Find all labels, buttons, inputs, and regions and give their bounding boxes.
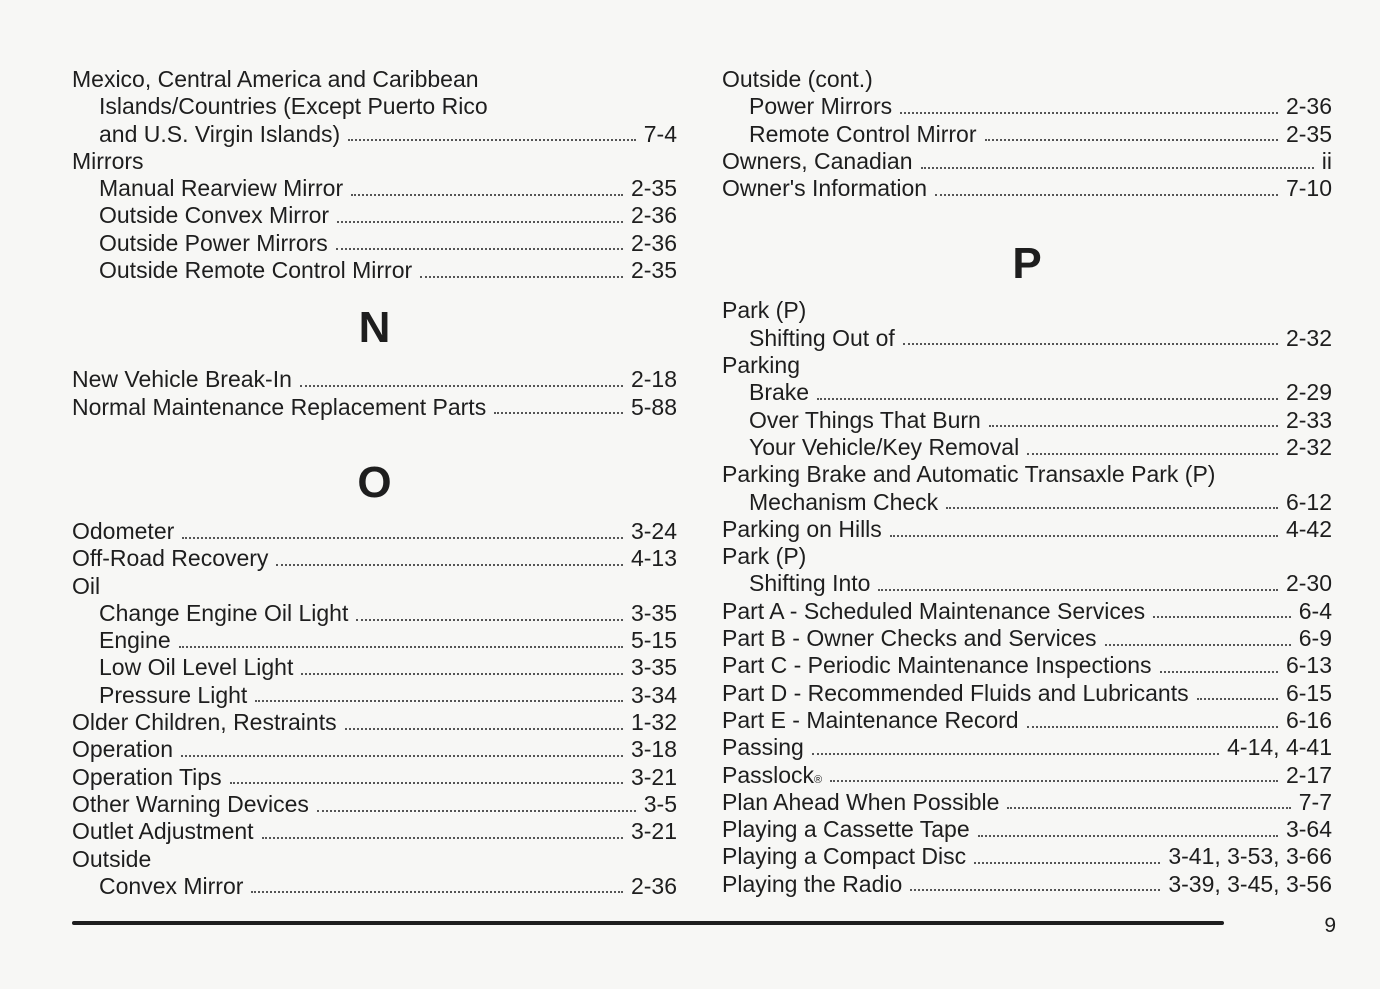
dot-leader bbox=[276, 564, 623, 566]
dot-leader bbox=[351, 194, 623, 196]
dot-leader bbox=[336, 248, 623, 250]
dot-leader bbox=[262, 837, 623, 839]
dot-leader bbox=[974, 862, 1160, 864]
index-entry bbox=[72, 230, 677, 257]
index-entry bbox=[72, 873, 677, 900]
index-entry-label: Outlet Adjustment bbox=[72, 818, 254, 845]
index-entry-page: 2-35 bbox=[1285, 120, 1332, 147]
index-entry bbox=[72, 846, 677, 873]
index-entry bbox=[722, 871, 1332, 898]
index-entry-label: Operation Tips bbox=[72, 763, 222, 790]
dot-leader bbox=[985, 139, 1278, 141]
index-entry-label: Playing the Radio bbox=[722, 870, 903, 897]
index-entry-label: Your Vehicle/Key Removal bbox=[749, 433, 1020, 460]
index-entry-page: 7-7 bbox=[1298, 788, 1332, 815]
index-entry-label: Other Warning Devices bbox=[72, 790, 309, 817]
dot-leader bbox=[345, 728, 623, 730]
index-entry-label: Convex Mirror bbox=[99, 872, 244, 899]
dot-leader bbox=[181, 755, 623, 757]
index-group-p bbox=[722, 297, 1332, 898]
index-entry-label: Part A - Scheduled Maintenance Services bbox=[722, 597, 1146, 624]
index-entry bbox=[72, 366, 677, 393]
dot-leader bbox=[1027, 453, 1278, 455]
index-entry bbox=[722, 707, 1332, 734]
index-entry bbox=[72, 518, 677, 545]
index-entry-label: Outside Remote Control Mirror bbox=[99, 257, 413, 284]
dot-leader bbox=[179, 646, 623, 648]
index-entry-label: Mechanism Check bbox=[749, 488, 939, 515]
index-entry bbox=[722, 625, 1332, 652]
index-entry-page: 5-88 bbox=[630, 393, 677, 420]
index-entry-page: 3-5 bbox=[643, 790, 677, 817]
index-entry-page: 2-35 bbox=[630, 175, 677, 202]
index-entry-page: 1-32 bbox=[630, 709, 677, 736]
index-entry-label: Islands/Countries (Except Puerto Rico bbox=[99, 93, 488, 120]
dot-leader bbox=[946, 507, 1278, 509]
index-entry bbox=[722, 325, 1332, 352]
index-entry-label: Parking bbox=[722, 352, 800, 379]
index-entry bbox=[722, 379, 1332, 406]
index-entry-label: Oil bbox=[72, 572, 101, 599]
index-entry bbox=[722, 121, 1332, 148]
dot-leader bbox=[1153, 616, 1291, 618]
index-entry bbox=[72, 600, 677, 627]
index-entry-label: Power Mirrors bbox=[749, 93, 893, 120]
index-entry-page: 3-24 bbox=[630, 517, 677, 544]
index-entry bbox=[72, 818, 677, 845]
section-letter-o: O bbox=[357, 457, 392, 507]
section-letter-n: N bbox=[358, 303, 391, 353]
dot-leader bbox=[356, 619, 623, 621]
index-entry-page: 6-9 bbox=[1298, 625, 1332, 652]
index-entry-page: 6-4 bbox=[1298, 597, 1332, 624]
index-entry-page: 4-13 bbox=[630, 545, 677, 572]
index-entry bbox=[722, 652, 1332, 679]
index-entry bbox=[72, 736, 677, 763]
dot-leader bbox=[251, 891, 623, 893]
index-entry-page: 3-18 bbox=[630, 736, 677, 763]
dot-leader bbox=[910, 889, 1160, 891]
index-entry-label: Plan Ahead When Possible bbox=[722, 788, 1000, 815]
index-entry bbox=[72, 175, 677, 202]
dot-leader bbox=[817, 398, 1278, 400]
index-entry bbox=[722, 680, 1332, 707]
index-entry-page: 2-32 bbox=[1285, 433, 1332, 460]
index-entry-page: 2-33 bbox=[1285, 406, 1332, 433]
index-entry-page: 3-39, 3-45, 3-56 bbox=[1168, 870, 1332, 897]
index-entry-label: Outside Convex Mirror bbox=[99, 202, 330, 229]
index-entry-label: Change Engine Oil Light bbox=[99, 599, 349, 626]
dot-leader bbox=[900, 112, 1278, 114]
dot-leader bbox=[230, 782, 623, 784]
index-entry bbox=[722, 543, 1332, 570]
index-entry-page: 7-4 bbox=[643, 120, 677, 147]
index-entry bbox=[722, 93, 1332, 120]
index-entry bbox=[722, 789, 1332, 816]
index-entry-page: 2-17 bbox=[1285, 761, 1332, 788]
index-entry bbox=[722, 598, 1332, 625]
index-entry-label: Parking Brake and Automatic Transaxle Park (P) bbox=[722, 461, 1216, 488]
dot-leader bbox=[830, 780, 1278, 782]
index-entry bbox=[722, 489, 1332, 516]
index-entry bbox=[722, 734, 1332, 761]
dot-leader bbox=[1197, 698, 1278, 700]
index-entry-page: ii bbox=[1321, 147, 1332, 174]
index-entry bbox=[72, 654, 677, 681]
dot-leader bbox=[890, 535, 1278, 537]
index-entry-page: 3-41, 3-53, 3-66 bbox=[1168, 843, 1332, 870]
index-entry-page: 3-35 bbox=[630, 599, 677, 626]
index-entry bbox=[72, 93, 677, 120]
dot-leader bbox=[255, 700, 623, 702]
index-entry bbox=[72, 573, 677, 600]
index-entry-page: 4-14, 4-41 bbox=[1227, 734, 1332, 761]
dot-leader bbox=[1105, 644, 1291, 646]
index-entry-label: Part D - Recommended Fluids and Lubricants bbox=[722, 679, 1189, 706]
index-entry bbox=[722, 66, 1332, 93]
dot-leader bbox=[878, 589, 1277, 591]
right-index-column bbox=[722, 66, 1332, 898]
dot-leader bbox=[494, 412, 623, 414]
index-entry bbox=[72, 682, 677, 709]
index-entry-page: 2-32 bbox=[1285, 324, 1332, 351]
index-entry-page: 2-36 bbox=[630, 202, 677, 229]
index-entry bbox=[72, 202, 677, 229]
index-entry-label: Park (P) bbox=[722, 297, 807, 324]
dot-leader bbox=[935, 194, 1278, 196]
index-entry-label: Playing a Compact Disc bbox=[722, 843, 967, 870]
dot-leader bbox=[420, 276, 623, 278]
index-entry bbox=[72, 121, 677, 148]
index-entry bbox=[722, 516, 1332, 543]
index-entry-label: Mirrors bbox=[72, 147, 144, 174]
index-entry-label: Part B - Owner Checks and Services bbox=[722, 625, 1097, 652]
dot-leader bbox=[921, 167, 1314, 169]
index-entry-page: 7-10 bbox=[1285, 175, 1332, 202]
index-entry: Passlock ® 2-17 bbox=[722, 761, 1332, 788]
page-number: 9 bbox=[1324, 914, 1336, 937]
index-entry-label: Operation bbox=[72, 736, 174, 763]
index-entry-label: Odometer bbox=[72, 517, 175, 544]
index-entry-label: Remote Control Mirror bbox=[749, 120, 977, 147]
index-entry bbox=[72, 764, 677, 791]
index-entry-label: Shifting Out of bbox=[749, 324, 895, 351]
index-entry-page: 2-35 bbox=[630, 257, 677, 284]
index-entry-label: Passing bbox=[722, 734, 804, 761]
index-entry-page: 4-42 bbox=[1285, 515, 1332, 542]
index-entry bbox=[72, 66, 677, 93]
dot-leader bbox=[812, 753, 1219, 755]
index-entry-page: 2-36 bbox=[630, 229, 677, 256]
index-entry bbox=[72, 627, 677, 654]
index-entry-page: 3-21 bbox=[630, 763, 677, 790]
index-entry bbox=[722, 843, 1332, 870]
index-entry-label: Passlock bbox=[722, 761, 815, 788]
index-entry-label: Outside Power Mirrors bbox=[99, 229, 328, 256]
index-entry-label: Off-Road Recovery bbox=[72, 545, 269, 572]
index-group-o bbox=[72, 518, 677, 900]
index-entry-label: Pressure Light bbox=[99, 681, 248, 708]
index-entry-label: Normal Maintenance Replacement Parts bbox=[72, 393, 487, 420]
index-entry-page: 6-12 bbox=[1285, 488, 1332, 515]
index-entry bbox=[72, 257, 677, 284]
index-entry-label: and U.S. Virgin Islands) bbox=[99, 120, 341, 147]
index-entry-page: 3-34 bbox=[630, 681, 677, 708]
index-entry-label: Owners, Canadian bbox=[722, 147, 913, 174]
index-entry-page: 2-36 bbox=[630, 872, 677, 899]
index-entry bbox=[722, 148, 1332, 175]
index-entry bbox=[722, 816, 1332, 843]
index-entry-label: Low Oil Level Light bbox=[99, 654, 294, 681]
index-entry-label: Part E - Maintenance Record bbox=[722, 706, 1019, 733]
index-group-n bbox=[72, 366, 677, 421]
index-entry-label: Outside bbox=[72, 845, 152, 872]
index-entry-page: 2-36 bbox=[1285, 93, 1332, 120]
index-entry-page: 6-16 bbox=[1285, 706, 1332, 733]
index-entry-label: Outside (cont.) bbox=[722, 66, 873, 92]
dot-leader bbox=[1027, 726, 1278, 728]
index-entry-label: Older Children, Restraints bbox=[72, 709, 337, 736]
footer-rule bbox=[72, 921, 1224, 925]
index-group-m bbox=[72, 66, 677, 284]
index-entry-label: Shifting Into bbox=[749, 570, 871, 597]
index-entry-label: Brake bbox=[749, 379, 810, 406]
dot-leader bbox=[1160, 671, 1278, 673]
index-entry-page: 6-13 bbox=[1285, 652, 1332, 679]
index-entry bbox=[72, 394, 677, 421]
index-entry bbox=[722, 407, 1332, 434]
index-entry-page: 3-64 bbox=[1285, 816, 1332, 843]
index-entry bbox=[722, 434, 1332, 461]
index-entry-label: New Vehicle Break-In bbox=[72, 366, 292, 393]
index-group-o-cont bbox=[722, 66, 1332, 202]
index-entry-label: Engine bbox=[99, 627, 171, 654]
dot-leader bbox=[1007, 807, 1290, 809]
dot-leader bbox=[903, 343, 1278, 345]
dot-leader bbox=[978, 835, 1278, 837]
index-entry-page: 2-29 bbox=[1285, 379, 1332, 406]
index-entry-label: Park (P) bbox=[722, 543, 807, 570]
index-entry-label: Manual Rearview Mirror bbox=[99, 175, 344, 202]
index-entry bbox=[722, 461, 1332, 488]
index-entry-label: Part C - Periodic Maintenance Inspections bbox=[722, 652, 1152, 679]
dot-leader bbox=[317, 810, 636, 812]
index-entry-label: Over Things That Burn bbox=[749, 406, 981, 433]
dot-leader bbox=[182, 537, 623, 539]
index-entry-page: 2-18 bbox=[630, 366, 677, 393]
index-entry bbox=[722, 570, 1332, 597]
index-entry-label: Parking on Hills bbox=[722, 515, 882, 542]
dot-leader bbox=[989, 425, 1278, 427]
index-entry bbox=[72, 545, 677, 572]
index-entry-page: 2-30 bbox=[1285, 570, 1332, 597]
index-entry bbox=[722, 297, 1332, 324]
index-entry-page: 3-21 bbox=[630, 818, 677, 845]
dot-leader bbox=[300, 385, 623, 387]
index-entry bbox=[722, 352, 1332, 379]
index-entry-label: Owner's Information bbox=[722, 175, 928, 202]
index-entry bbox=[72, 791, 677, 818]
index-entry bbox=[72, 148, 677, 175]
index-entry-page: 5-15 bbox=[630, 627, 677, 654]
index-entry-label: Mexico, Central America and Caribbean bbox=[72, 66, 479, 92]
section-letter-p: P bbox=[1012, 239, 1042, 289]
dot-leader bbox=[348, 139, 636, 141]
index-entry bbox=[722, 175, 1332, 202]
index-entry-page: 3-35 bbox=[630, 654, 677, 681]
index-entry-page: 6-15 bbox=[1285, 679, 1332, 706]
left-index-column bbox=[72, 66, 677, 900]
index-entry bbox=[72, 709, 677, 736]
dot-leader bbox=[301, 673, 623, 675]
dot-leader bbox=[337, 221, 623, 223]
index-entry-label: Playing a Cassette Tape bbox=[722, 816, 970, 843]
